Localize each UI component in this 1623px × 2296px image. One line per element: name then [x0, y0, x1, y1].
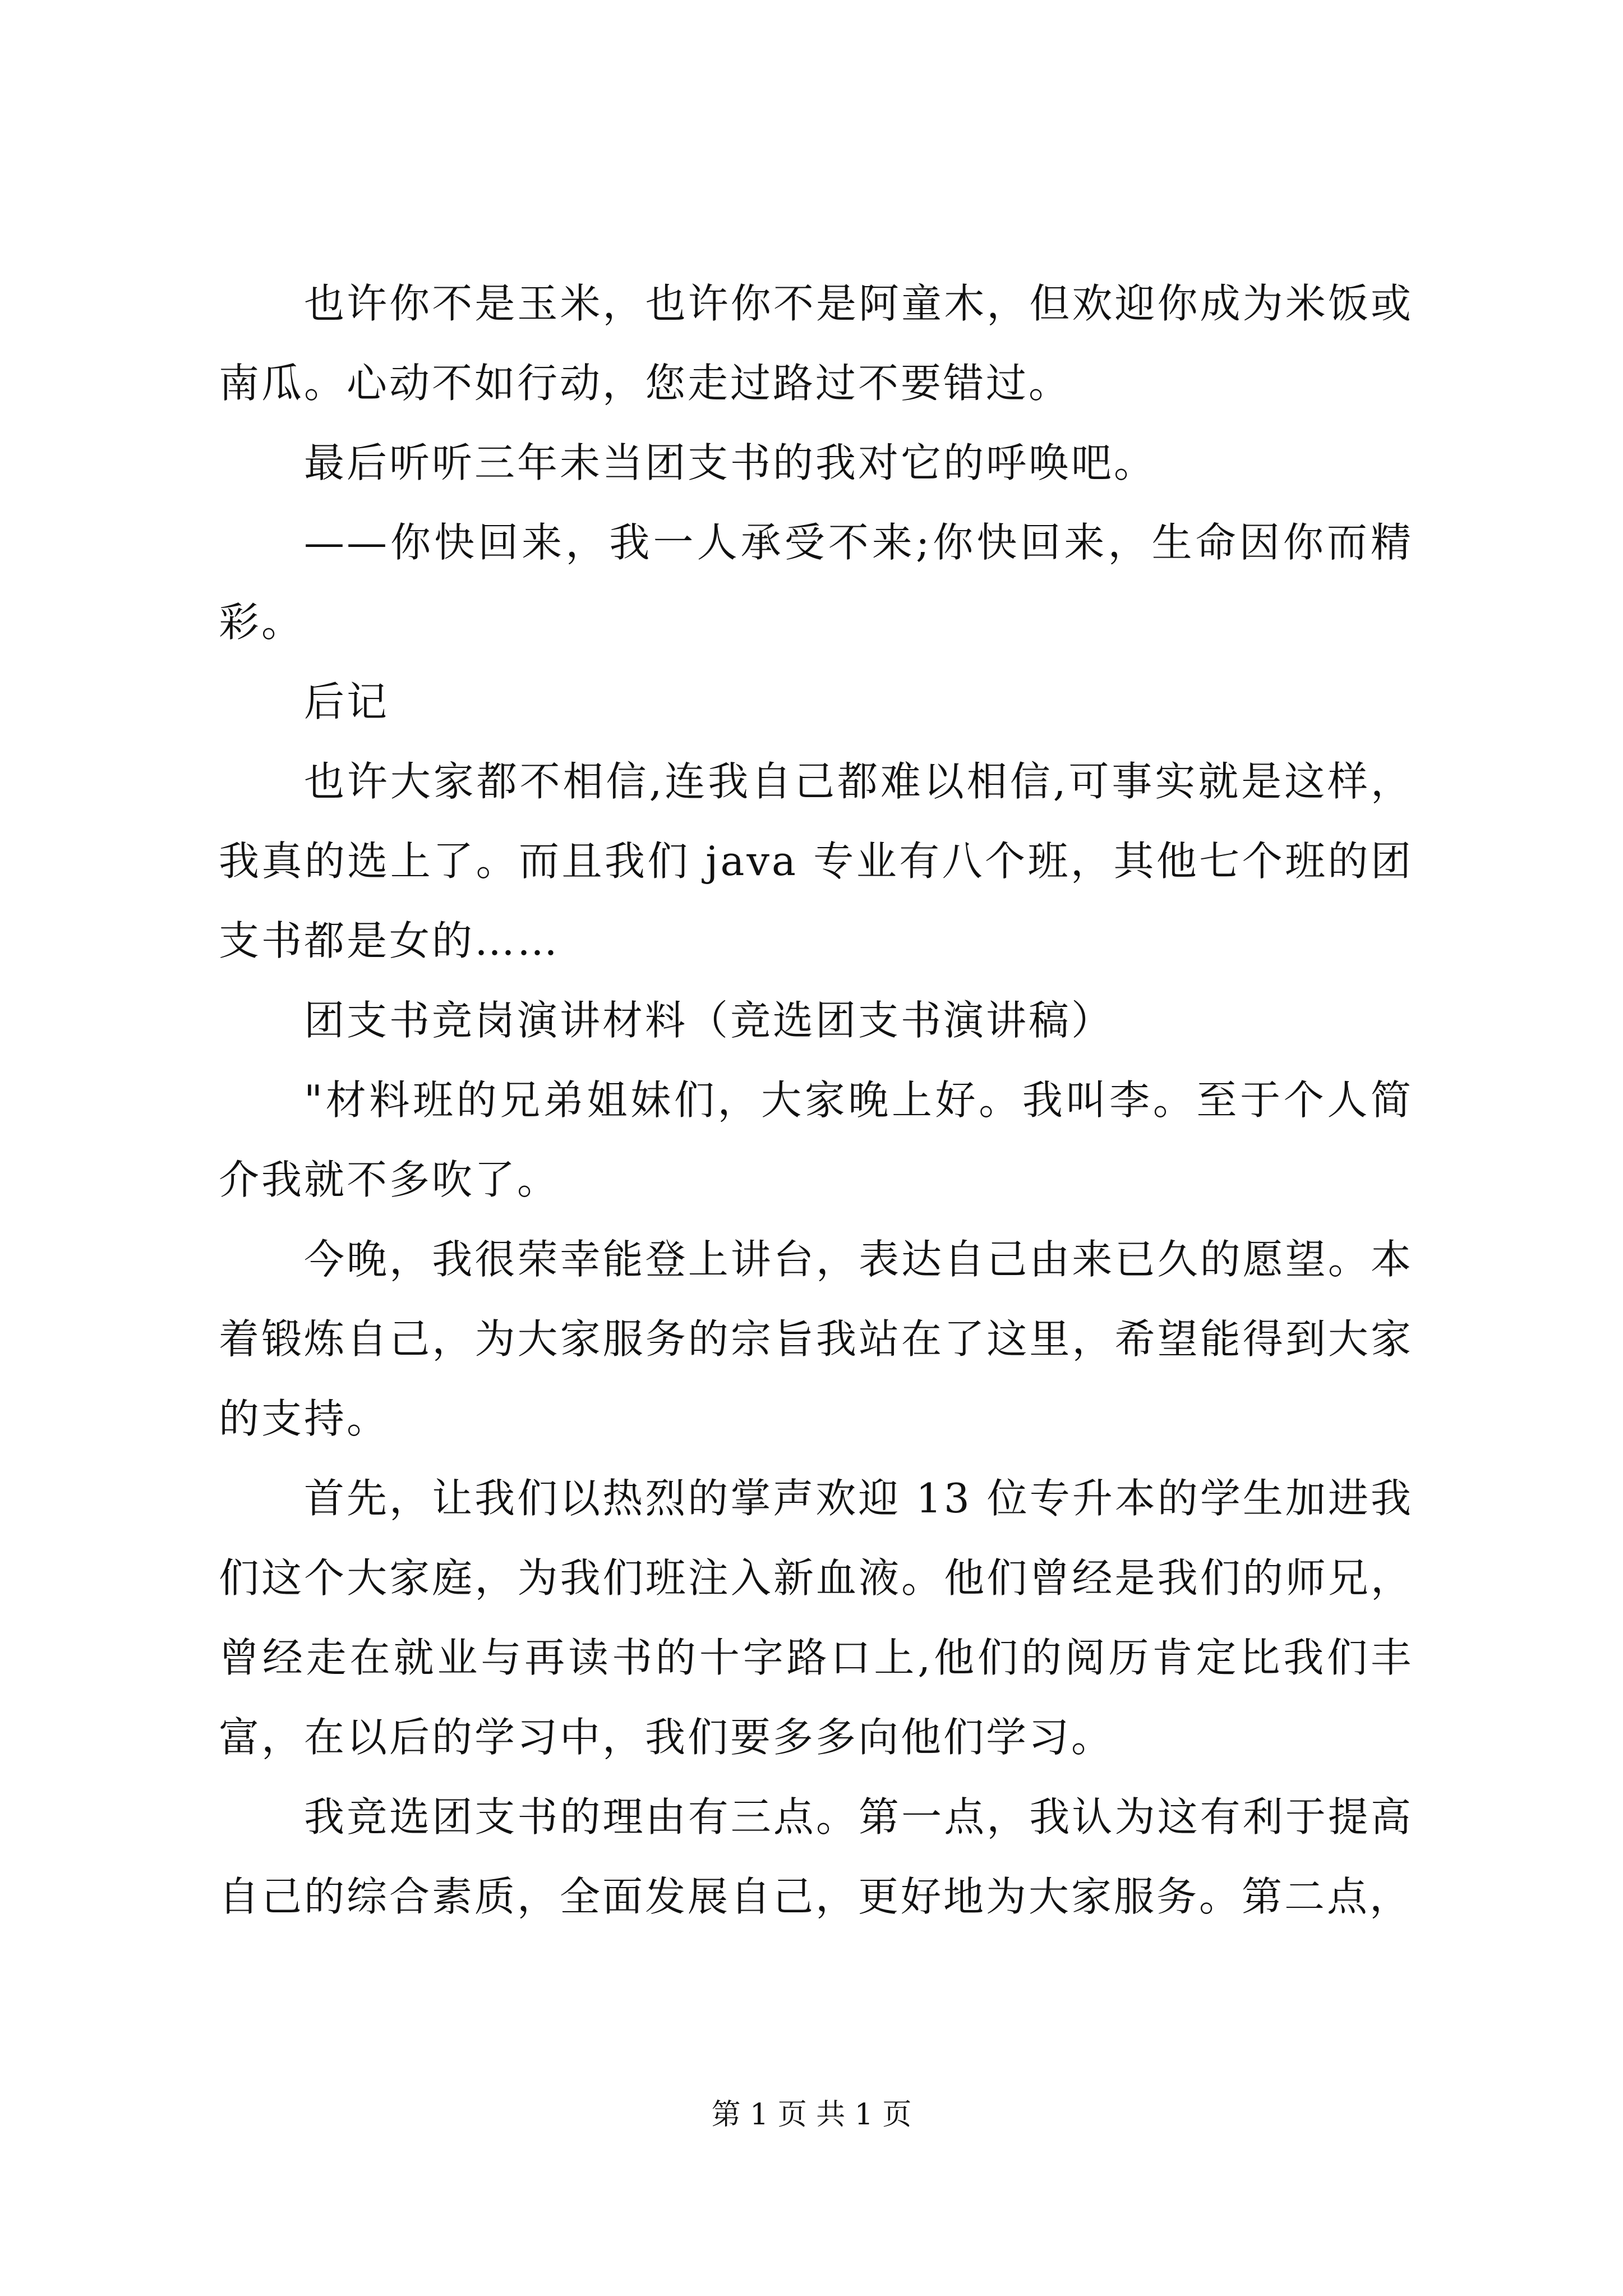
section-heading: 团支书竞岗演讲材料（竞选团支书演讲稿）	[304, 997, 1114, 1044]
paragraph: 今晚，我很荣幸能登上讲台，表达自己由来已久的愿望。本着锻炼自己，为大家服务的宗旨我站在了这里，希望能得到大家的支持。	[219, 1236, 1413, 1442]
paragraph: 最后听听三年未当团支书的我对它的呼唤吧。	[304, 439, 1157, 486]
paragraph: 首先，让我们以热烈的掌声欢迎 13 位专升本的学生加进我们这个大家庭，为我们班注入新血液。他们曾经是我们的师兄，曾经走在就业与再读书的十字路口上,他们的阅历肯定比我们丰富，在以后的学习中，我们要多多向他们学习。	[219, 1475, 1413, 1761]
section-heading: 后记	[304, 678, 390, 725]
paragraph: ——你快回来，我一人承受不来;你快回来，生命因你而精彩。	[219, 519, 1413, 646]
paragraph: "材料班的兄弟姐妹们，大家晚上好。我叫李。至于个人简介我就不多吹了。	[219, 1076, 1413, 1203]
paragraph: 也许大家都不相信,连我自己都难以相信,可事实就是这样，我真的选上了。而且我们 java 专业有八个班，其他七个班的团支书都是女的……	[219, 758, 1413, 964]
paragraph: 也许你不是玉米，也许你不是阿童木，但欢迎你成为米饭或南瓜。心动不如行动，您走过路过不要错过。	[219, 280, 1413, 407]
page-footer: 第 1 页 共 1 页	[711, 2098, 912, 2132]
document-body	[219, 264, 1413, 1936]
paragraph: 我竞选团支书的理由有三点。第一点，我认为这有利于提高自己的综合素质，全面发展自己，更好地为大家服务。第二点，	[219, 1793, 1413, 1920]
